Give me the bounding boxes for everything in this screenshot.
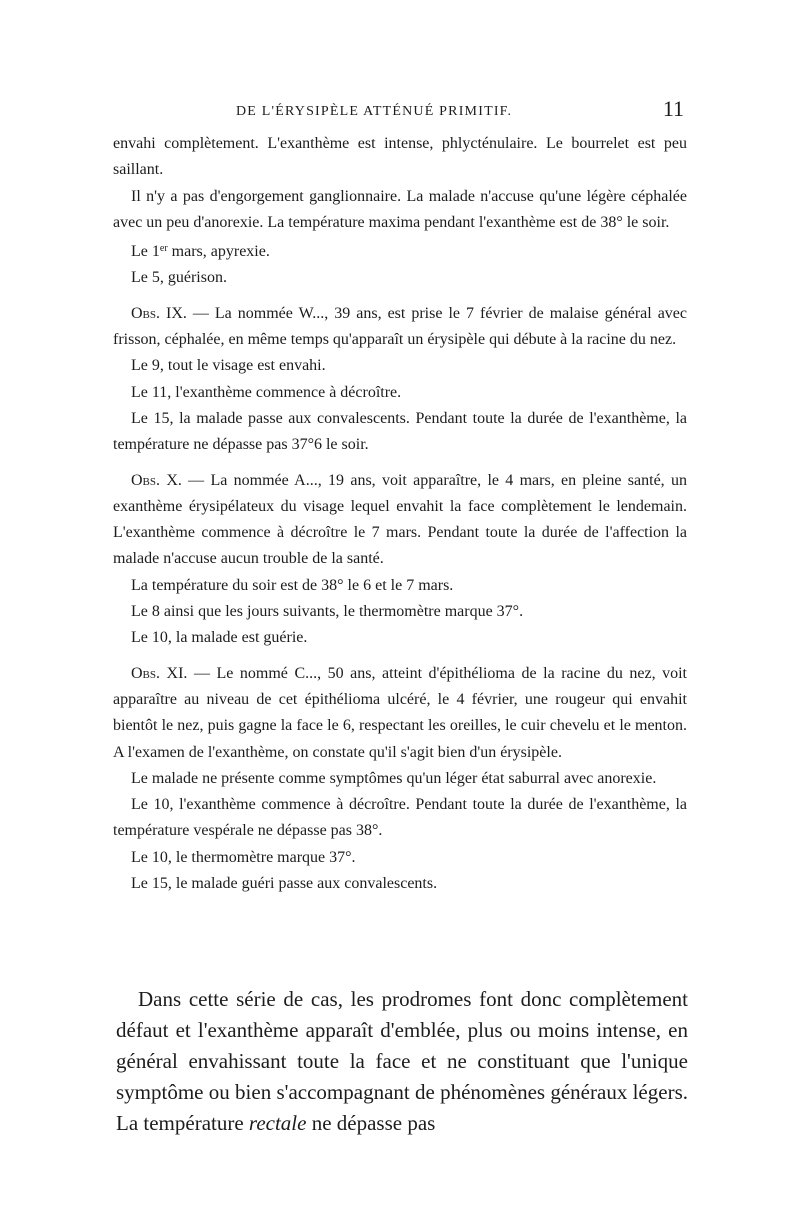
- emphasis: rectale: [248, 1111, 307, 1135]
- text: — La nommée W..., 39 ans, est prise le 7 février de malaise général avec frisson, céphalée, en même temps qu'apparaît un érysipèle qui débute à la racine du nez.: [113, 304, 687, 349]
- observation-x: [113, 468, 687, 573]
- paragraph: Le 9, tout le visage est envahi.: [131, 357, 326, 375]
- text: mars, apyrexie.: [167, 243, 270, 261]
- observation-label: Obs. X.: [131, 471, 182, 489]
- observation-xi: [113, 661, 687, 766]
- running-title: DE L'ÉRYSIPÈLE ATTÉNUÉ PRIMITIF.: [236, 104, 513, 119]
- paragraph: Le 10, l'exanthème commence à décroître. Pendant toute la durée de l'exanthème, la température vespérale ne dépasse pas 38°.: [113, 796, 687, 840]
- conclusion-paragraph: [116, 984, 688, 1139]
- text: — Le nommé C..., 50 ans, atteint d'épithélioma de la racine du nez, voit apparaître au niveau de cet épithélioma ulcéré, le 4 février, une rougeur qui envahit bientôt le nez, puis gagne la face le 6, respectant les oreilles, le cuir chevelu et le menton. A l'examen de l'exanthème, on constate qu'il s'agit bien d'un érysipèle.: [113, 664, 687, 761]
- paragraph: Le 5, guérison.: [131, 269, 227, 287]
- page-header: [108, 98, 684, 122]
- paragraph: Le malade ne présente comme symptômes qu'un léger état saburral avec anorexie.: [131, 769, 657, 787]
- text: ne dépasse pas: [306, 1111, 436, 1135]
- paragraph: Le 10, la malade est guérie.: [131, 629, 308, 647]
- paragraph: Le 15, la malade passe aux convalescents. Pendant toute la durée de l'exanthème, la température ne dépasse pas 37°6 le soir.: [113, 409, 687, 454]
- paragraph: [113, 236, 687, 265]
- paragraph: Le 11, l'exanthème commence à décroître.: [131, 383, 402, 401]
- text: — La nommée A..., 19 ans, voit apparaître, le 4 mars, en pleine santé, un exanthème érysipélateux du visage lequel envahit la face complètement le lendemain. L'exanthème commence à décroître le 7 mars. Pendant toute la durée de l'affection la malade n'accuse aucun trouble de la santé.: [113, 471, 687, 568]
- observation-ix: [113, 301, 687, 354]
- paragraph: La température du soir est de 38° le 6 et le 7 mars.: [131, 576, 454, 594]
- observation-label: Obs. XI.: [131, 664, 188, 682]
- page-number: 11: [662, 96, 684, 121]
- text: Le 1: [131, 243, 160, 261]
- paragraph: Il n'y a pas d'engorgement ganglionnaire. La malade n'accuse qu'une légère céphalée avec un peu d'anorexie. La température maxima pendant l'exanthème est de 38° le soir.: [113, 187, 687, 231]
- conclusion-section: [116, 984, 688, 1139]
- superscript: er: [159, 243, 168, 255]
- paragraph: envahi complètement. L'exanthème est intense, phlycténulaire. Le bourrelet est peu saillant.: [113, 135, 687, 179]
- text: Dans cette série de cas, les prodromes font donc complètement défaut et l'exanthème apparaît d'emblée, plus ou moins intense, en général envahissant toute la face et ne constituant que l'unique symptôme ou bien s'accompagnant de phénomènes généraux légers. La température: [116, 987, 688, 1135]
- paragraph: Le 8 ainsi que les jours suivants, le thermomètre marque 37°.: [131, 603, 524, 621]
- paragraph: Le 15, le malade guéri passe aux convalescents.: [131, 875, 438, 893]
- observation-label: Obs. IX.: [131, 304, 187, 322]
- case-observations: [113, 131, 687, 897]
- paragraph: Le 10, le thermomètre marque 37°.: [131, 848, 356, 866]
